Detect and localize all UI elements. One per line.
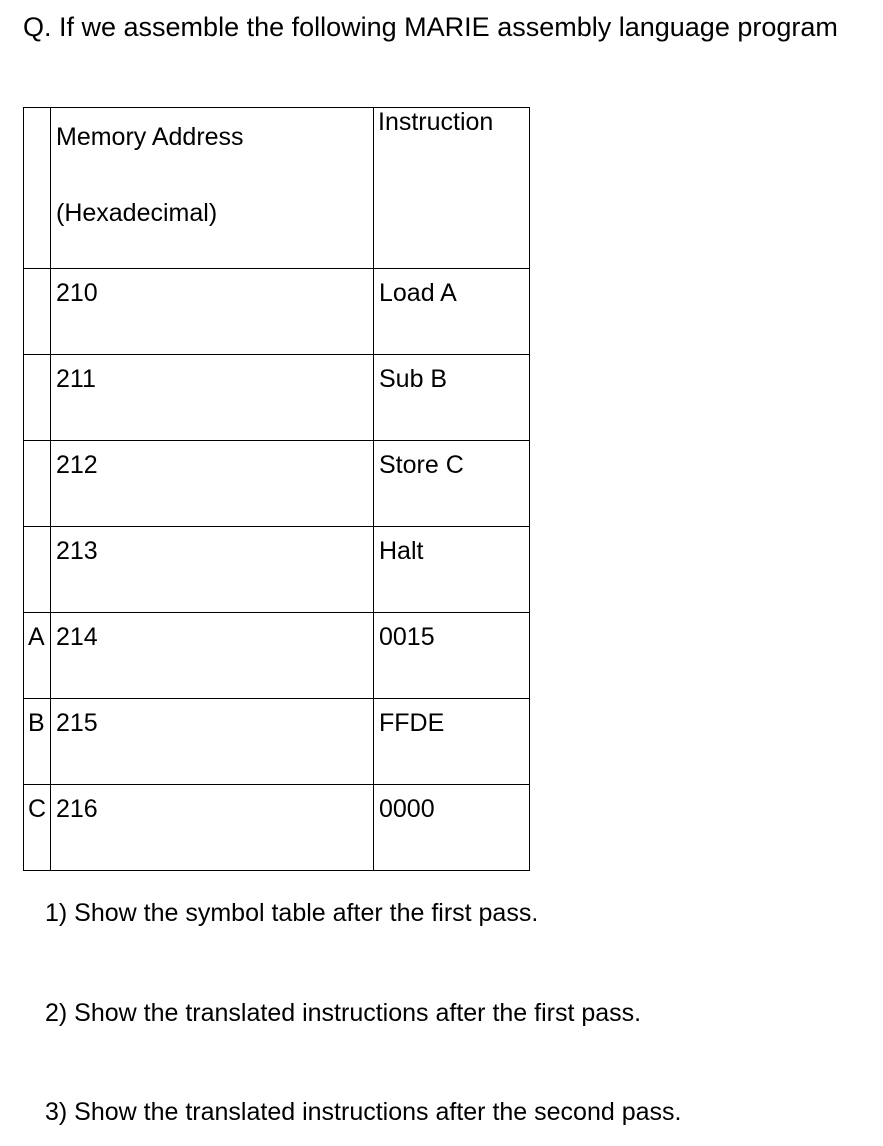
question-1: 1) Show the symbol table after the first pass. xyxy=(45,899,539,927)
row-label: B xyxy=(28,709,45,737)
header-instruction: Instruction xyxy=(378,108,494,136)
row-address: 213 xyxy=(56,537,98,565)
row-label: A xyxy=(28,623,45,651)
question-2: 2) Show the translated instructions after the first pass. xyxy=(45,999,642,1027)
row-label xyxy=(24,269,50,279)
header-label-cell xyxy=(24,108,51,269)
row-instruction: Halt xyxy=(379,537,424,565)
table-row xyxy=(24,441,530,527)
row-instruction: Sub B xyxy=(379,365,448,393)
row-label: C xyxy=(28,795,47,823)
row-address: 210 xyxy=(56,279,98,307)
header-address-line2: (Hexadecimal) xyxy=(56,199,218,227)
table-row xyxy=(24,527,530,613)
row-address: 212 xyxy=(56,451,98,479)
row-label xyxy=(24,527,50,537)
row-address: 215 xyxy=(56,709,98,737)
table-row xyxy=(24,613,530,699)
row-instruction: Load A xyxy=(379,279,457,307)
row-label xyxy=(24,355,50,365)
table-row xyxy=(24,269,530,355)
row-instruction: 0015 xyxy=(379,623,435,651)
table-row xyxy=(24,699,530,785)
row-label xyxy=(24,441,50,451)
marie-program-table xyxy=(23,107,530,871)
row-address: 211 xyxy=(56,365,96,393)
header-instruction-cell xyxy=(374,108,530,269)
row-instruction: Store C xyxy=(379,451,464,479)
table-row xyxy=(24,785,530,871)
row-instruction: 0000 xyxy=(379,795,435,823)
question-3: 3) Show the translated instructions after the second pass. xyxy=(45,1098,682,1126)
header-address-cell xyxy=(51,108,374,269)
row-address: 214 xyxy=(56,623,98,651)
row-instruction: FFDE xyxy=(379,709,445,737)
table-header-row xyxy=(24,108,530,269)
header-address-line1: Memory Address xyxy=(56,123,244,151)
table-row xyxy=(24,355,530,441)
question-title: Q. If we assemble the following MARIE assembly language program xyxy=(23,12,838,42)
row-address: 216 xyxy=(56,795,98,823)
